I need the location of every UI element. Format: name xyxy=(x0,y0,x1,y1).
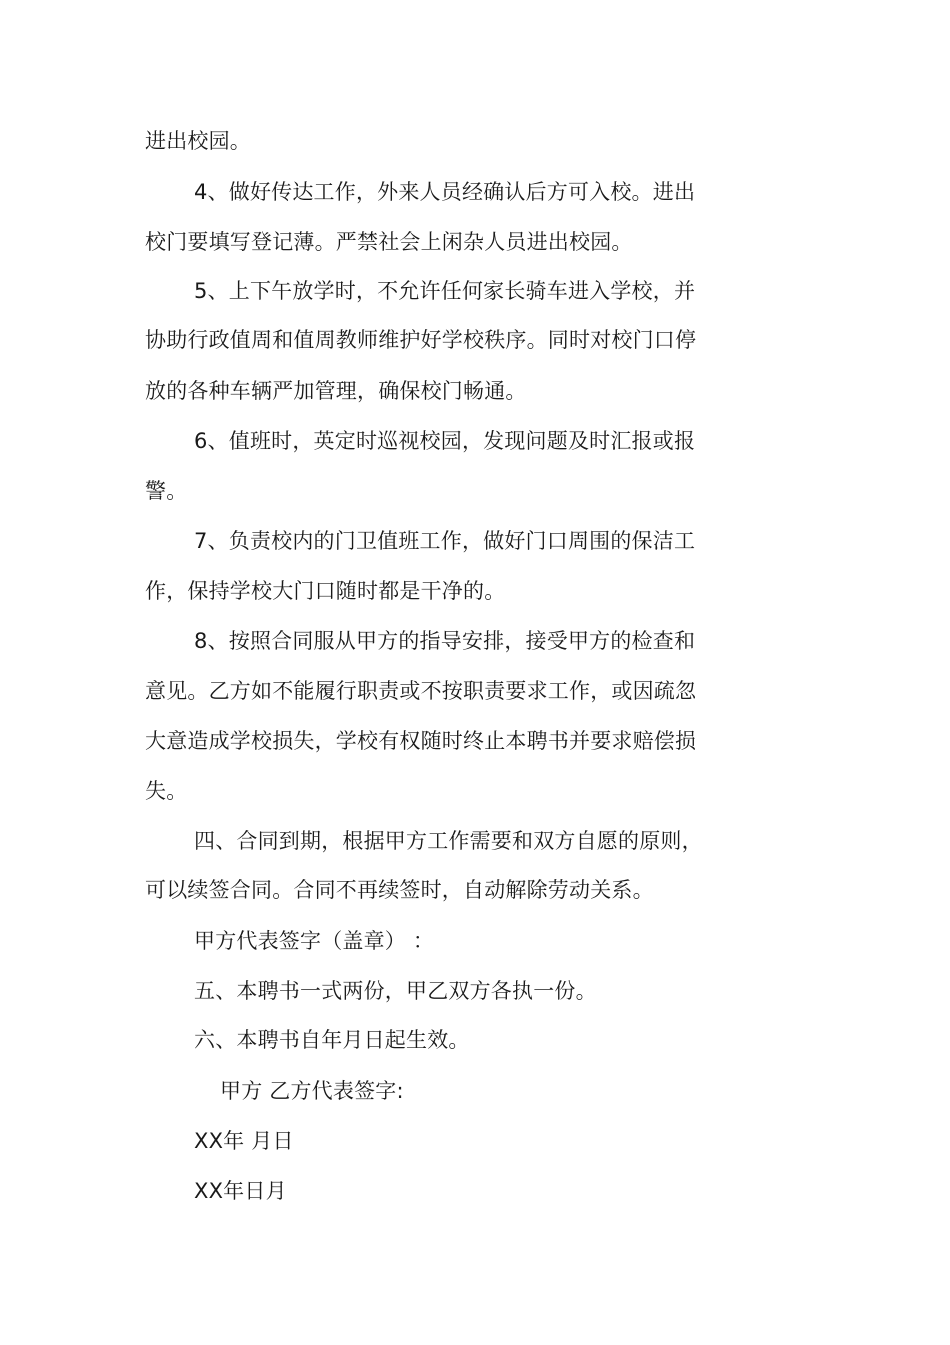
text-line: 四、合同到期，根据甲方工作需要和双方自愿的原则， xyxy=(194,829,703,853)
text-line: 4、做好传达工作，外来人员经确认后方可入校。进出 xyxy=(194,180,696,204)
text-line: 意见。乙方如不能履行职责或不按职责要求工作，或因疏忽 xyxy=(145,679,697,703)
text-line: 六、本聘书自年月日起生效。 xyxy=(194,1028,470,1052)
text-line: 放的各种车辆严加管理，确保校门畅通。 xyxy=(145,379,527,403)
text-line: 大意造成学校损失，学校有权随时终止本聘书并要求赔偿损 xyxy=(145,729,697,753)
text-line: 6、值班时，英定时巡视校园，发现问题及时汇报或报 xyxy=(194,429,696,453)
text-line: 7、负责校内的门卫值班工作，做好门口周围的保洁工 xyxy=(194,529,696,553)
date-line: XX年 月日 xyxy=(194,1129,294,1153)
text-line: 五、本聘书一式两份，甲乙双方各执一份。 xyxy=(194,979,597,1003)
signature-label-parties: 甲方 乙方代表签字: xyxy=(220,1079,404,1103)
text-line: 作，保持学校大门口随时都是干净的。 xyxy=(145,579,506,603)
text-line: 8、按照合同服从甲方的指导安排，接受甲方的检查和 xyxy=(194,629,696,653)
signature-label-party-a: 甲方代表签字（盖章） ： xyxy=(194,929,435,953)
text-line: 校门要填写登记薄。严禁社会上闲杂人员进出校园。 xyxy=(145,230,633,254)
text-line: 进出校园。 xyxy=(145,129,251,153)
text-line: 5、上下午放学时，不允许任何家长骑车进入学校，并 xyxy=(194,279,696,303)
text-line: 可以续签合同。合同不再续签时，自动解除劳动关系。 xyxy=(145,878,654,902)
text-line: 失。 xyxy=(145,779,188,803)
text-line: 警。 xyxy=(145,479,188,503)
date-line: XX年日月 xyxy=(194,1179,287,1203)
text-line: 协助行政值周和值周教师维护好学校秩序。同时对校门口停 xyxy=(145,328,697,352)
